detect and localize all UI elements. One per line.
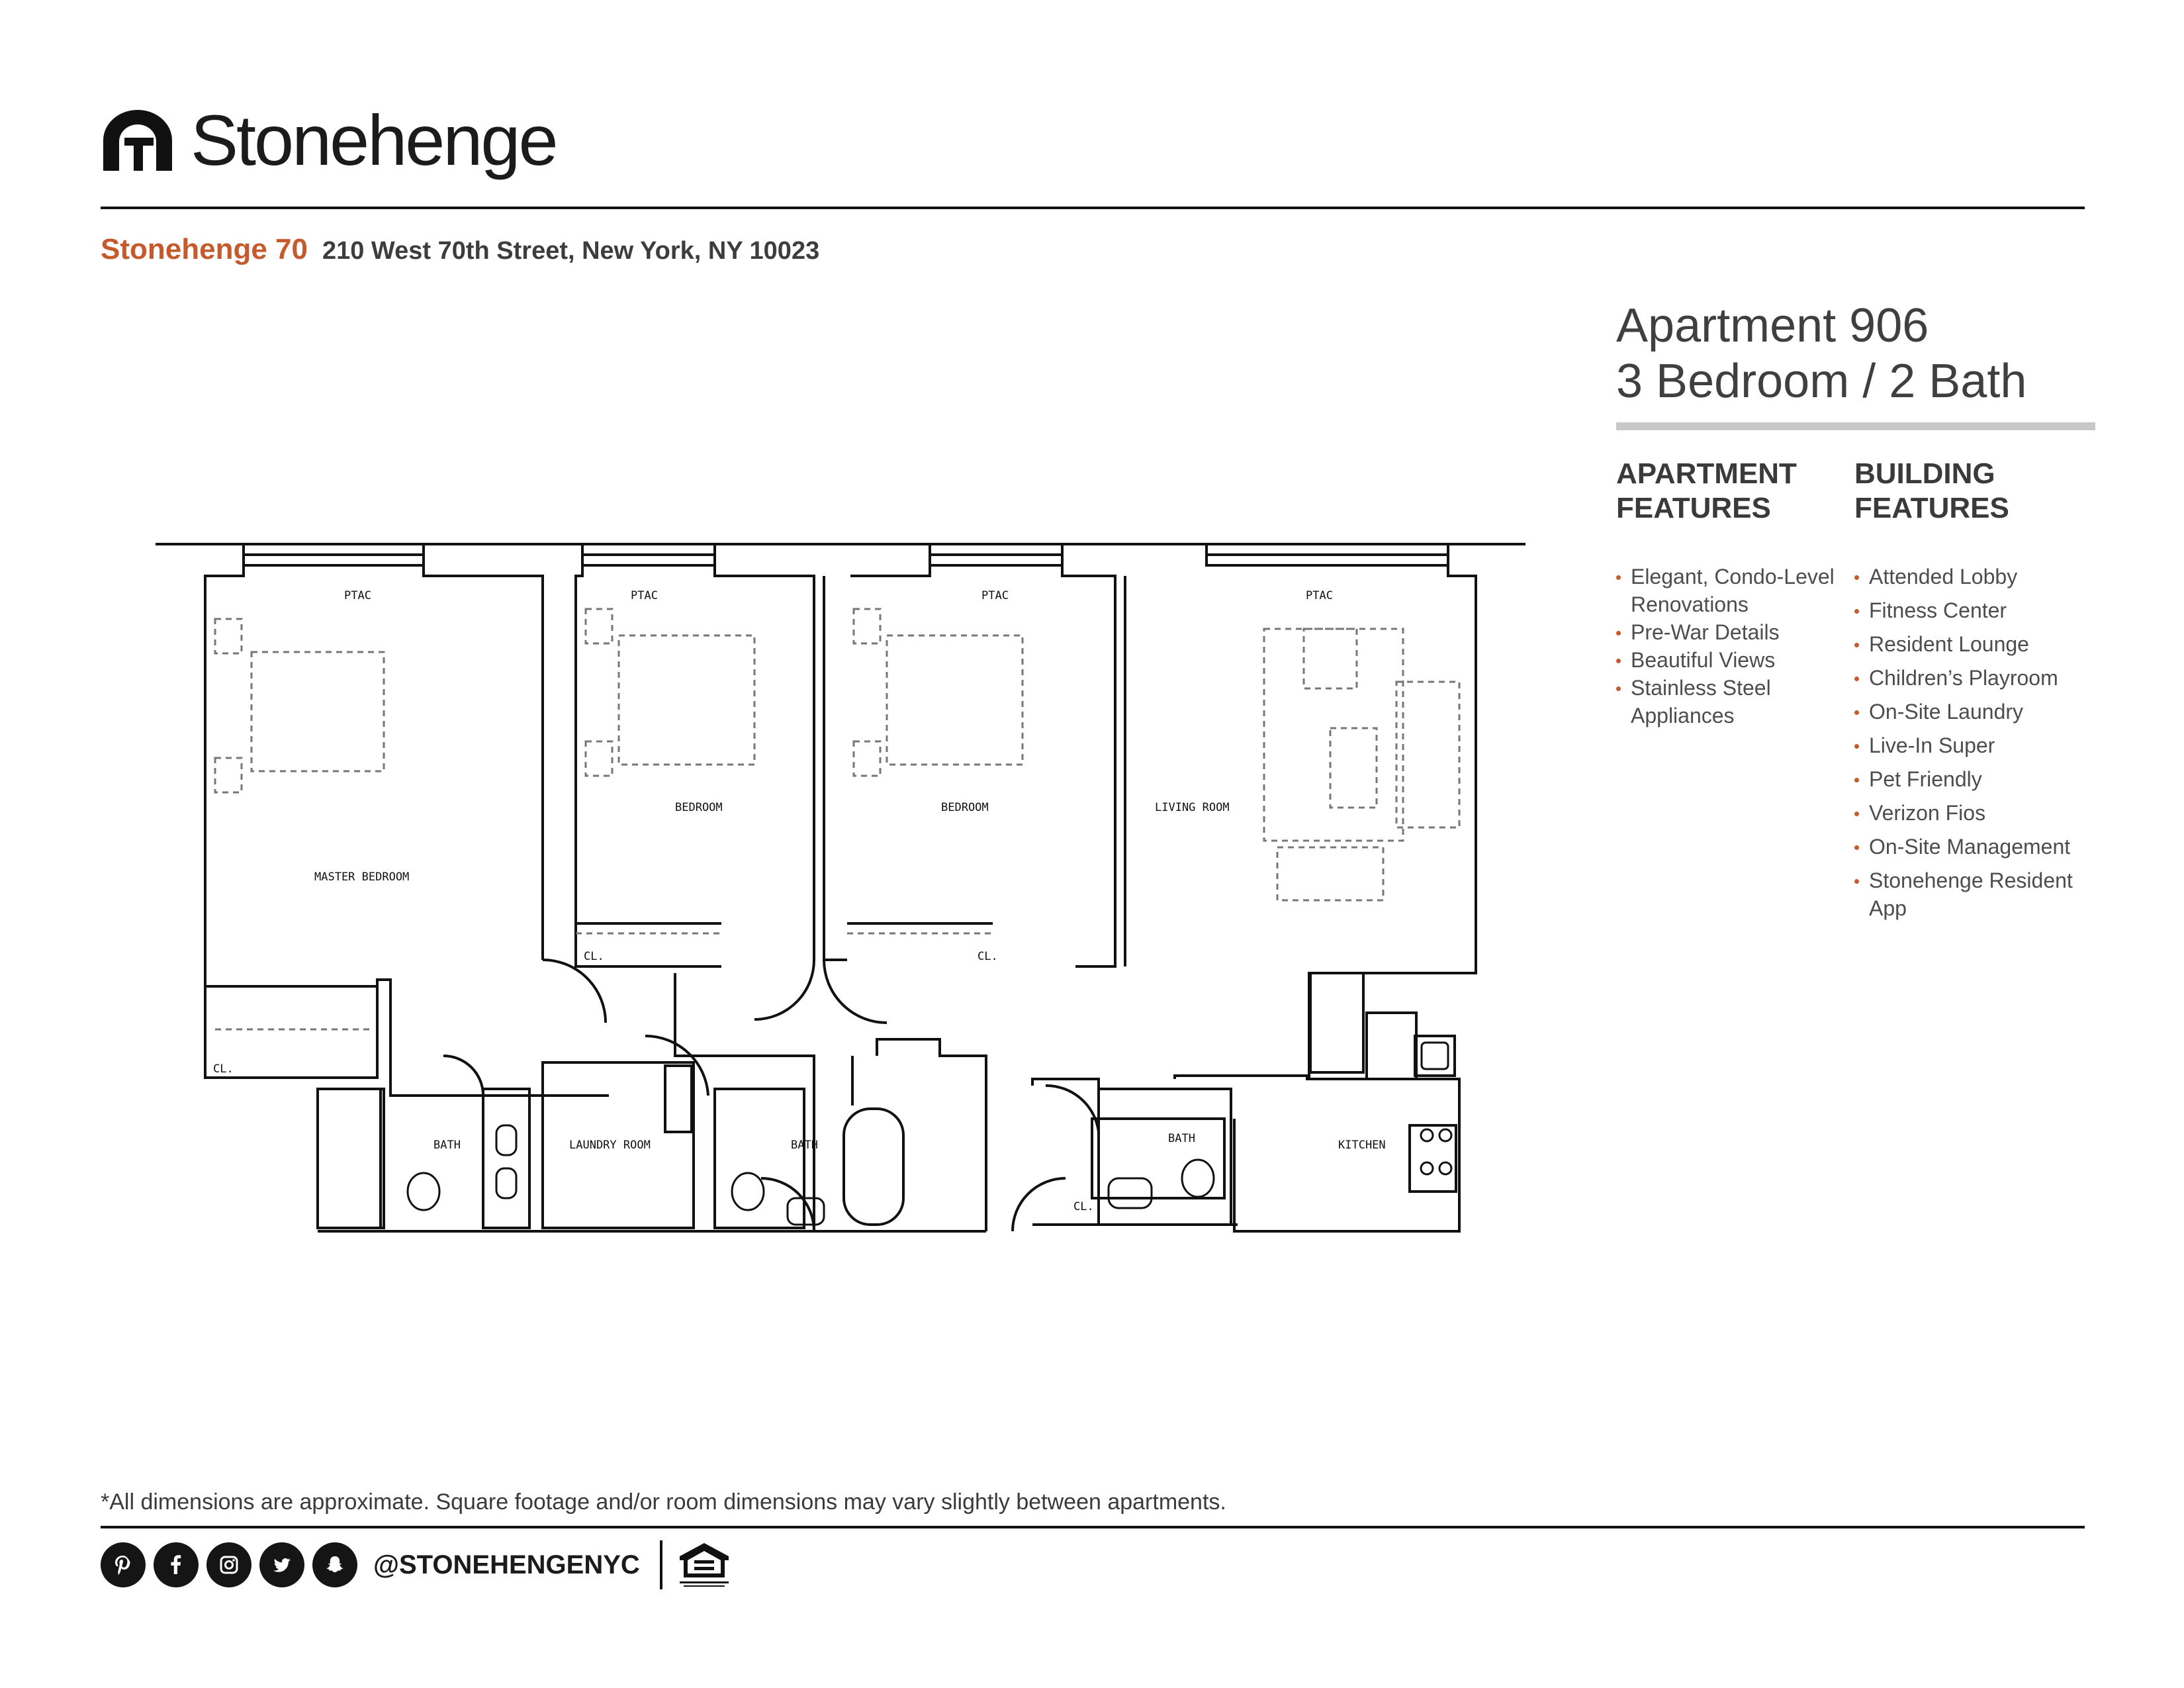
facebook-icon[interactable] [154, 1542, 199, 1587]
apartment-features-list [1616, 563, 1841, 729]
label-bath-2: BATH [791, 1139, 818, 1152]
label-ptac: PTAC [1306, 589, 1333, 602]
building-name: Stonehenge 70 [101, 233, 308, 265]
list-item: Attended Lobby [1854, 563, 2093, 590]
label-bath-3: BATH [1168, 1132, 1195, 1145]
label-closet: CL. [978, 950, 998, 963]
heading-line: APARTMENT [1616, 457, 1797, 490]
label-ptac: PTAC [631, 589, 658, 602]
label-ptac: PTAC [981, 589, 1009, 602]
pinterest-icon[interactable] [101, 1542, 146, 1587]
label-master-bedroom: MASTER BEDROOM [314, 870, 410, 884]
list-item: On-Site Management [1854, 833, 2093, 861]
twitter-icon[interactable] [259, 1542, 304, 1587]
label-kitchen: KITCHEN [1338, 1139, 1386, 1152]
list-item: Stonehenge Resident App [1854, 867, 2093, 922]
instagram-icon[interactable] [206, 1542, 251, 1587]
label-laundry-room: LAUNDRY ROOM [569, 1139, 651, 1152]
stonehenge-arch-icon [101, 107, 175, 173]
list-item: Elegant, Condo-Level Renovations [1616, 563, 1841, 618]
floor-plan [152, 536, 1535, 1244]
heading-line: BUILDING [1854, 457, 1995, 490]
building-address [101, 233, 819, 266]
disclaimer: *All dimensions are approximate. Square footage and/or room dimensions may vary slightly between apartments. [101, 1489, 1226, 1515]
list-item: Children’s Playroom [1854, 664, 2093, 692]
brand-logo [101, 101, 557, 180]
list-item: Pre-War Details [1616, 618, 1841, 646]
building-features-list [1854, 563, 2093, 928]
heading-line: FEATURES [1616, 492, 1771, 524]
label-bedroom-3: BEDROOM [941, 801, 989, 814]
list-item: Live-In Super [1854, 731, 2093, 759]
street-address: 210 West 70th Street, New York, NY 10023 [322, 237, 820, 265]
label-bath-1: BATH [433, 1139, 461, 1152]
list-item: Fitness Center [1854, 596, 2093, 624]
header-divider [101, 207, 2085, 209]
equal-housing-opportunity-icon [677, 1540, 731, 1589]
label-closet: CL. [1073, 1200, 1094, 1213]
snapchat-icon[interactable] [312, 1542, 357, 1587]
heading-line: FEATURES [1854, 492, 2009, 524]
label-closet: CL. [213, 1062, 234, 1076]
label-closet: CL. [584, 950, 604, 963]
list-item: On-Site Laundry [1854, 698, 2093, 726]
apartment-heading [1616, 298, 2026, 409]
social-handle[interactable]: @STONEHENGENYC [373, 1550, 640, 1579]
brand-name: Stonehenge [191, 100, 557, 180]
heading-divider [1616, 422, 2095, 430]
apartment-features-heading [1616, 457, 1841, 526]
footer-divider [101, 1526, 2085, 1528]
label-living-room: LIVING ROOM [1155, 801, 1230, 814]
list-item: Beautiful Views [1616, 646, 1841, 674]
label-bedroom-2: BEDROOM [675, 801, 723, 814]
footer-vertical-divider [660, 1540, 662, 1589]
apartment-layout: 3 Bedroom / 2 Bath [1616, 355, 2027, 408]
social-bar [101, 1540, 731, 1590]
list-item: Resident Lounge [1854, 630, 2093, 658]
label-ptac: PTAC [344, 589, 371, 602]
building-features-heading [1854, 457, 2079, 526]
list-item: Verizon Fios [1854, 799, 2093, 827]
list-item: Stainless Steel Appliances [1616, 674, 1841, 729]
apartment-title: Apartment 906 [1616, 299, 1929, 352]
list-item: Pet Friendly [1854, 765, 2093, 793]
